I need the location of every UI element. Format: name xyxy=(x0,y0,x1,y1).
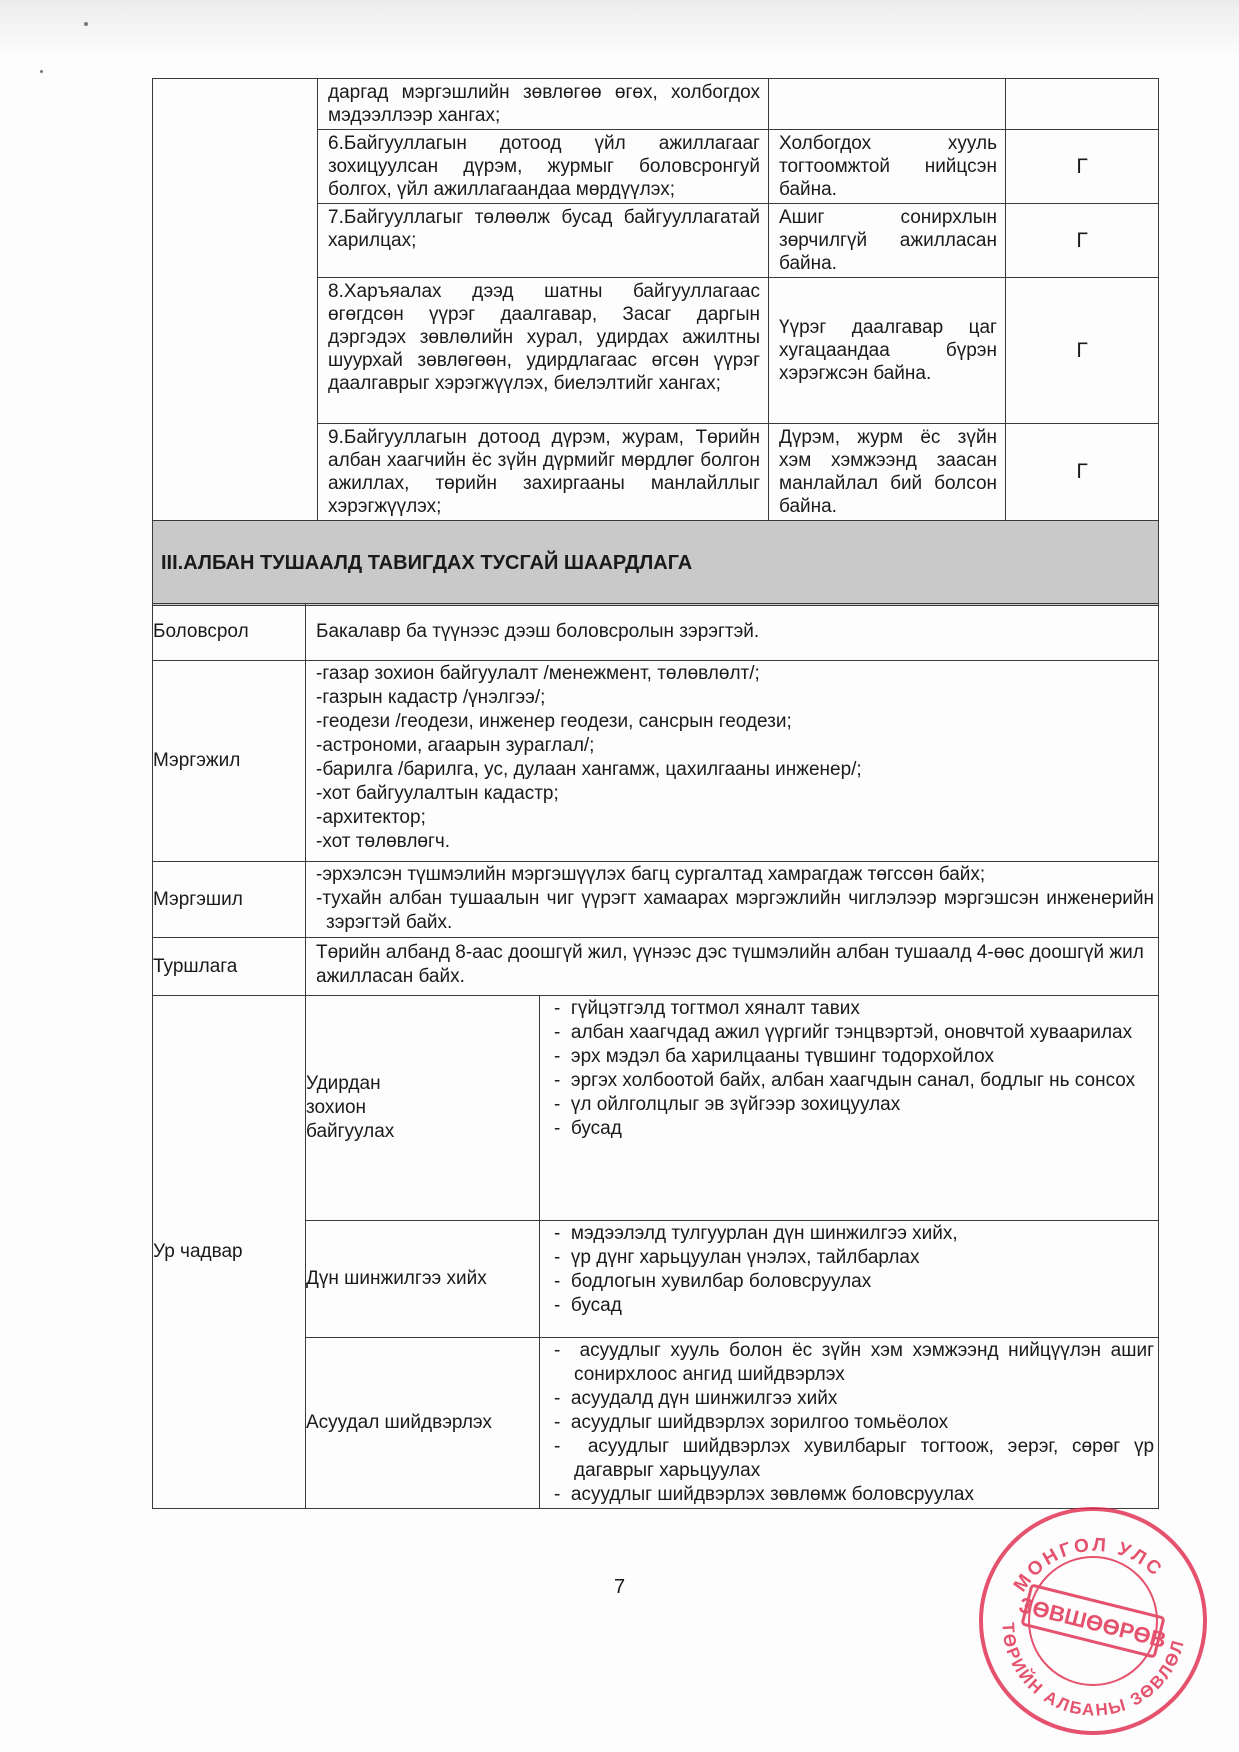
list-item-text: асуудлыг шийдвэрлэх зөвлөмж боловсруулах xyxy=(570,1484,974,1505)
experience-label: Туршлага xyxy=(153,938,306,996)
list-item: -барилга /барилга, ус, дулаан хангамж, цахилгааны инженер/; xyxy=(316,759,862,780)
list-item: -газар зохион байгуулалт /менежмент, төлөвлөлт/; xyxy=(316,663,760,684)
approval-stamp xyxy=(975,1503,1211,1739)
grade-cell: Г xyxy=(1006,204,1159,278)
list-item-text: газар зохион байгуулалт /менежмент, төлөвлөлт/; xyxy=(322,663,760,684)
list-item: - асуудлыг шийдвэрлэх зорилгоо томьёолох xyxy=(554,1412,949,1433)
skill-group-items-cell xyxy=(540,996,1159,1221)
criterion-cell xyxy=(769,79,1006,130)
section-title: III.АЛБАН ТУШААЛД ТАВИГДАХ ТУСГАЙ ШААРДЛАГА xyxy=(161,551,693,574)
skill-row xyxy=(153,996,1159,1221)
skill-group-name: Дүн шинжилгээ хийх xyxy=(306,1221,540,1338)
table-row xyxy=(153,79,1159,130)
list-item-text: асуудлыг шийдвэрлэх зорилгоо томьёолох xyxy=(570,1412,949,1433)
list-item-text: эрх мэдэл ба харилцааны түвшинг тодорхойлох xyxy=(570,1046,994,1067)
list-item: - асуудлыг хууль болон ёс зүйн хэм хэмжээнд нийцүүлэн ашиг сонирхлоос ангид шийдвэрлэх xyxy=(554,1340,1155,1385)
list-item-text: тухайн албан тушаалын чиг үүрэгт хамаарах мэргэжлийн чиглэлээр мэргэшсэн инженерийн зэрэгтэй байх. xyxy=(322,888,1155,933)
list-item-text: асуудалд дүн шинжилгээ хийх xyxy=(570,1388,838,1409)
qualification-label: Мэргэшил xyxy=(153,862,306,938)
skill-items-list xyxy=(540,1221,1158,1319)
stamp-bottom-text: ТӨРИЙН АЛБАНЫ ЗӨВЛӨЛ xyxy=(998,1621,1189,1720)
education-text: Бакалавр ба түүнээс дээш боловсролын зэрэгтэй. xyxy=(316,621,760,642)
list-item: - бодлогын хувилбар боловсруулах xyxy=(554,1271,872,1292)
list-item: - үл ойлголцлыг эв зүйгээр зохицуулах xyxy=(554,1094,901,1115)
grade-cell xyxy=(1006,79,1159,130)
skills-label: Ур чадвар xyxy=(153,996,306,1509)
skill-items-list xyxy=(540,1338,1158,1508)
profession-row xyxy=(153,661,1159,862)
list-item: - мэдээлэлд тулгуурлан дүн шинжилгээ хийх, xyxy=(554,1223,958,1244)
list-item-text: эрхэлсэн түшмэлийн мэргэшүүлэх багц сургалтад хамрагдаж төгссөн байх; xyxy=(322,864,986,885)
list-item: -эрхэлсэн түшмэлийн мэргэшүүлэх багц сургалтад хамрагдаж төгссөн байх; xyxy=(316,864,986,885)
list-item-text: эргэх холбоотой байх, албан хаагчдын санал, бодлыг нь сонсох xyxy=(570,1070,1136,1091)
education-label: Боловсрол xyxy=(153,604,306,661)
list-item: - асуудлыг шийдвэрлэх зөвлөмж боловсруулах xyxy=(554,1484,974,1505)
list-item-text: барилга /барилга, ус, дулаан хангамж, цахилгааны инженер/; xyxy=(322,759,862,780)
qualification-row xyxy=(153,862,1159,938)
list-item: -архитектор; xyxy=(316,807,426,828)
list-item: - бусад xyxy=(554,1295,622,1316)
list-item-text: бусад xyxy=(570,1118,622,1139)
section-header-row xyxy=(153,521,1159,606)
list-item: -астрономи, агаарын зураглал/; xyxy=(316,735,595,756)
experience-row xyxy=(153,938,1159,996)
scan-speck xyxy=(84,22,88,26)
duties-table xyxy=(152,78,1159,606)
list-item: -геодези /геодези, инженер геодези, сансрын геодези; xyxy=(316,711,792,732)
list-item: -тухайн албан тушаалын чиг үүрэгт хамаарах мэргэжлийн чиглэлээр мэргэшсэн инженерийн зэрэгтэй байх. xyxy=(316,888,1155,933)
profession-list xyxy=(306,661,1158,855)
education-value-cell xyxy=(306,604,1159,661)
list-item-text: үр дүнг харьцуулан үнэлэх, тайлбарлах xyxy=(570,1247,920,1268)
merged-empty-cell xyxy=(153,79,318,521)
list-item: - албан хаагчдад ажил үүргийг тэнцвэртэй, оновчтой хуваарилах xyxy=(554,1022,1133,1043)
list-item-text: хот байгуулалтын кадастр; xyxy=(322,783,559,804)
list-item-text: асуудлыг хууль болон ёс зүйн хэм хэмжээнд нийцүүлэн ашиг сонирхлоос ангид шийдвэрлэх xyxy=(574,1340,1155,1385)
skill-group-name: Удирдан зохион байгуулах xyxy=(306,996,540,1221)
list-item-text: хот төлөвлөгч. xyxy=(322,831,451,852)
list-item: - бусад xyxy=(554,1118,622,1139)
profession-label: Мэргэжил xyxy=(153,661,306,862)
qualification-value-cell xyxy=(306,862,1159,938)
list-item-text: үл ойлголцлыг эв зүйгээр зохицуулах xyxy=(570,1094,901,1115)
skill-group-items-cell xyxy=(540,1221,1159,1338)
requirements-table xyxy=(152,603,1159,1509)
skill-group-items-cell xyxy=(540,1338,1159,1509)
list-item: -хот төлөвлөгч. xyxy=(316,831,451,852)
duty-cell: даргад мэргэшлийн зөвлөгөө өгөх, холбогдох мэдээллээр хангах; xyxy=(318,79,769,130)
list-item-text: геодези /геодези, инженер геодези, сансрын геодези; xyxy=(322,711,792,732)
list-item: - эргэх холбоотой байх, албан хаагчдын санал, бодлыг нь сонсох xyxy=(554,1070,1136,1091)
list-item-text: албан хаагчдад ажил үүргийг тэнцвэртэй, оновчтой хуваарилах xyxy=(570,1022,1133,1043)
grade-cell: Г xyxy=(1006,130,1159,204)
list-item: -газрын кадастр /үнэлгээ/; xyxy=(316,687,546,708)
stamp-graphic xyxy=(981,1509,1205,1733)
list-item: - асуудлыг шийдвэрлэх хувилбарыг тогтоож, эерэг, сөрөг үр дагаврыг харьцуулах xyxy=(554,1436,1155,1481)
list-item: - эрх мэдэл ба харилцааны түвшинг тодорхойлох xyxy=(554,1046,994,1067)
list-item-text: астрономи, агаарын зураглал/; xyxy=(322,735,595,756)
list-item-text: газрын кадастр /үнэлгээ/; xyxy=(322,687,546,708)
section-title-cell xyxy=(153,521,1159,606)
experience-value-cell xyxy=(306,938,1159,996)
scan-top-shadow xyxy=(0,0,1239,58)
list-item-text: гүйцэтгэлд тогтмол хяналт тавих xyxy=(570,998,860,1019)
criterion-cell: Үүрэг даалгавар цаг хугацаандаа бүрэн хэрэгжсэн байна. xyxy=(769,278,1006,424)
stamp-center-text: ЗӨВШӨӨРӨВ xyxy=(1016,1592,1169,1653)
list-item: - гүйцэтгэлд тогтмол хяналт тавих xyxy=(554,998,860,1019)
list-item-text: бусад xyxy=(570,1295,622,1316)
list-item-text: архитектор; xyxy=(322,807,426,828)
criterion-cell: Дүрэм, журм ёс зүйн хэм хэмжээнд заасан манлайлал бий болсон байна. xyxy=(769,424,1006,521)
duty-cell: 7.Байгууллагыг төлөөлж бусад байгууллагатай харилцах; xyxy=(318,204,769,278)
page-number: 7 xyxy=(613,1576,626,1598)
skill-group-name: Асуудал шийдвэрлэх xyxy=(306,1338,540,1509)
list-item: -хот байгуулалтын кадастр; xyxy=(316,783,559,804)
skill-items-list xyxy=(540,996,1158,1142)
list-item: - асуудалд дүн шинжилгээ хийх xyxy=(554,1388,838,1409)
criterion-cell: Холбогдох хууль тогтоомжтой нийцсэн байна. xyxy=(769,130,1006,204)
criterion-cell: Ашиг сонирхлын зөрчилгүй ажилласан байна. xyxy=(769,204,1006,278)
list-item-text: бодлогын хувилбар боловсруулах xyxy=(570,1271,872,1292)
grade-cell: Г xyxy=(1006,424,1159,521)
education-row xyxy=(153,604,1159,661)
list-item: - үр дүнг харьцуулан үнэлэх, тайлбарлах xyxy=(554,1247,920,1268)
stamp-top-text: МОНГОЛ УЛС xyxy=(1009,1534,1168,1596)
grade-cell: Г xyxy=(1006,278,1159,424)
experience-text: Төрийн албанд 8-аас доошгүй жил, үүнээс дэс түшмэлийн албан тушаалд 4-өөс доошгүй жил ажилласан байх. xyxy=(316,942,1144,987)
qualification-list xyxy=(306,862,1158,936)
duty-cell: 9.Байгууллагын дотоод дүрэм, журам, Төрийн албан хаагчийн ёс зүйн дүрмийг мөрдлөг болгон ажиллах, төрийн захиргааны манлайллыг хэрэгжүүлэх; xyxy=(318,424,769,521)
list-item-text: асуудлыг шийдвэрлэх хувилбарыг тогтоож, эерэг, сөрөг үр дагаврыг харьцуулах xyxy=(574,1436,1155,1481)
scan-speck xyxy=(40,70,43,73)
duty-cell: 8.Харъяалах дээд шатны байгууллагаас өгөгдсөн үүрэг даалгавар, Засаг даргын дэргэдэх зөвлөлийн хурал, удирдах ажилтны шуурхай зөвлөгөөн, удирдлагаас өгсөн үүрэг даалгаврыг хэрэгжүүлэх, биелэлтийг хангах; xyxy=(318,278,769,424)
duty-cell: 6.Байгууллагын дотоод үйл ажиллагааг зохицуулсан дүрэм, журмыг боловсронгуй болгох, үйл ажиллагаандаа мөрдүүлэх; xyxy=(318,130,769,204)
list-item-text: мэдээлэлд тулгуурлан дүн шинжилгээ хийх, xyxy=(570,1223,958,1244)
profession-value-cell xyxy=(306,661,1159,862)
